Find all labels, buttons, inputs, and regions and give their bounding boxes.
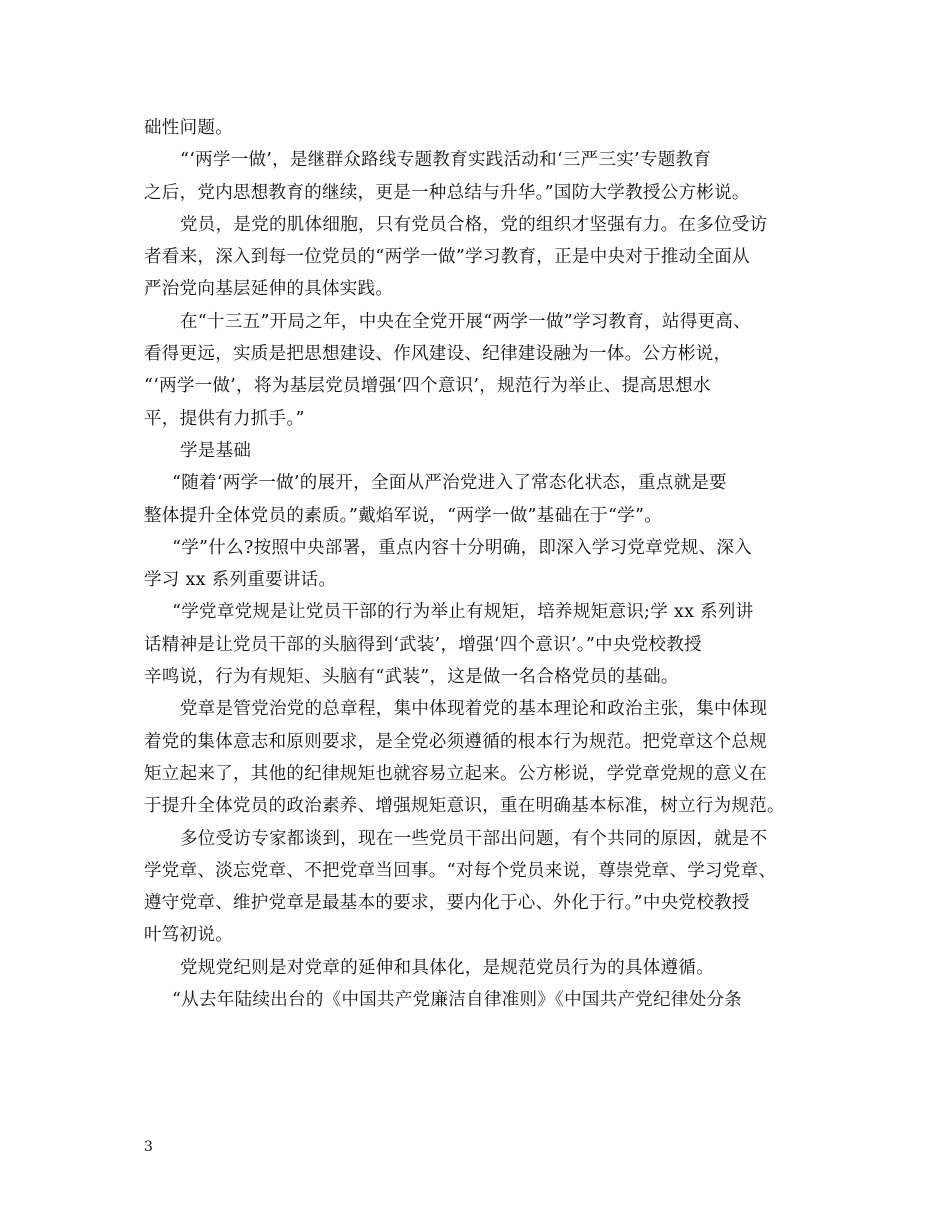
text-line: “学党章党规是让党员干部的行为举止有规矩，培养规矩意识;学 xx 系列讲 — [172, 602, 754, 623]
text-line: 在“十三五”开局之年，中央在全党开展“两学一做”学习教育，站得更高、 — [180, 311, 751, 332]
document-body — [144, 112, 824, 1016]
text-line: 党章是管党治党的总章程，集中体现着党的基本理论和政治主张，集中体现 — [180, 699, 768, 720]
text-line: 矩立起来了，其他的纪律规矩也就容易立起来。公方彬说，学党章党规的意义在 — [144, 763, 767, 784]
text-line: 础性问题。 — [144, 118, 233, 138]
text-line: “‘两学一做’，是继群众路线专题教育实践活动和‘三严三实’专题教育 — [180, 150, 712, 171]
text-line: 学党章、淡忘党章、不把党章当回事。“对每个党员来说，尊崇党章、学习党章、 — [144, 860, 777, 881]
text-line: 之后，党内思想教育的继续，更是一种总结与升华。”国防大学教授公方彬说。 — [144, 182, 750, 203]
text-line: 叶笃初说。 — [144, 925, 233, 946]
text-line: “随着‘两学一做’的展开，全面从严治党进入了常态化状态，重点就是要 — [172, 473, 727, 494]
text-line: 看得更远，实质是把思想建设、作风建设、纪律建设融为一体。公方彬说， — [144, 344, 732, 365]
text-line: “‘两学一做’，将为基层党员增强‘四个意识’，规范行为举止、提高思想水 — [144, 376, 711, 397]
text-line: “学”什么?按照中央部署，重点内容十分明确，即深入学习党章党规、深入 — [172, 537, 752, 558]
text-line: 平，提供有力抓手。” — [144, 408, 305, 429]
text-line: 于提升全体党员的政治素养、增强规矩意识，重在明确基本标准，树立行为规范。 — [144, 796, 785, 817]
text-line: 整体提升全体党员的素质。”戴焰军说，“两学一做”基础在于“学”。 — [144, 505, 663, 526]
text-line: 学习 xx 系列重要讲话。 — [144, 570, 337, 591]
text-line: 遵守党章、维护党章是最基本的要求，要内化于心、外化于行。”中央党校教授 — [144, 893, 750, 914]
text-line: “从去年陆续出台的《中国共产党廉洁自律准则》《中国共产党纪律处分条 — [172, 990, 743, 1011]
page-number: 3 — [144, 1139, 153, 1155]
text-line: 严治党向基层延伸的具体实践。 — [144, 279, 394, 300]
text-line: 多位受访专家都谈到，现在一些党员干部出问题，有个共同的原因，就是不 — [180, 828, 768, 849]
section-heading: 学是基础 — [180, 440, 252, 461]
text-line: 话精神是让党员干部的头脑得到‘武装’，增强‘四个意识’。”中央党校教授 — [144, 634, 702, 655]
text-line: 辛鸣说，行为有规矩、头脑有“武装”，这是做一名合格党员的基础。 — [144, 667, 679, 688]
text-line: 着党的集体意志和原则要求，是全党必须遵循的根本行为规范。把党章这个总规 — [144, 731, 767, 752]
text-line: 党员，是党的肌体细胞，只有党员合格，党的组织才坚强有力。在多位受访 — [180, 214, 768, 235]
text-line: 者看来，深入到每一位党员的“两学一做”学习教育，正是中央对于推动全面从 — [144, 247, 750, 268]
text-line: 党规党纪则是对党章的延伸和具体化，是规范党员行为的具体遵循。 — [180, 957, 714, 978]
